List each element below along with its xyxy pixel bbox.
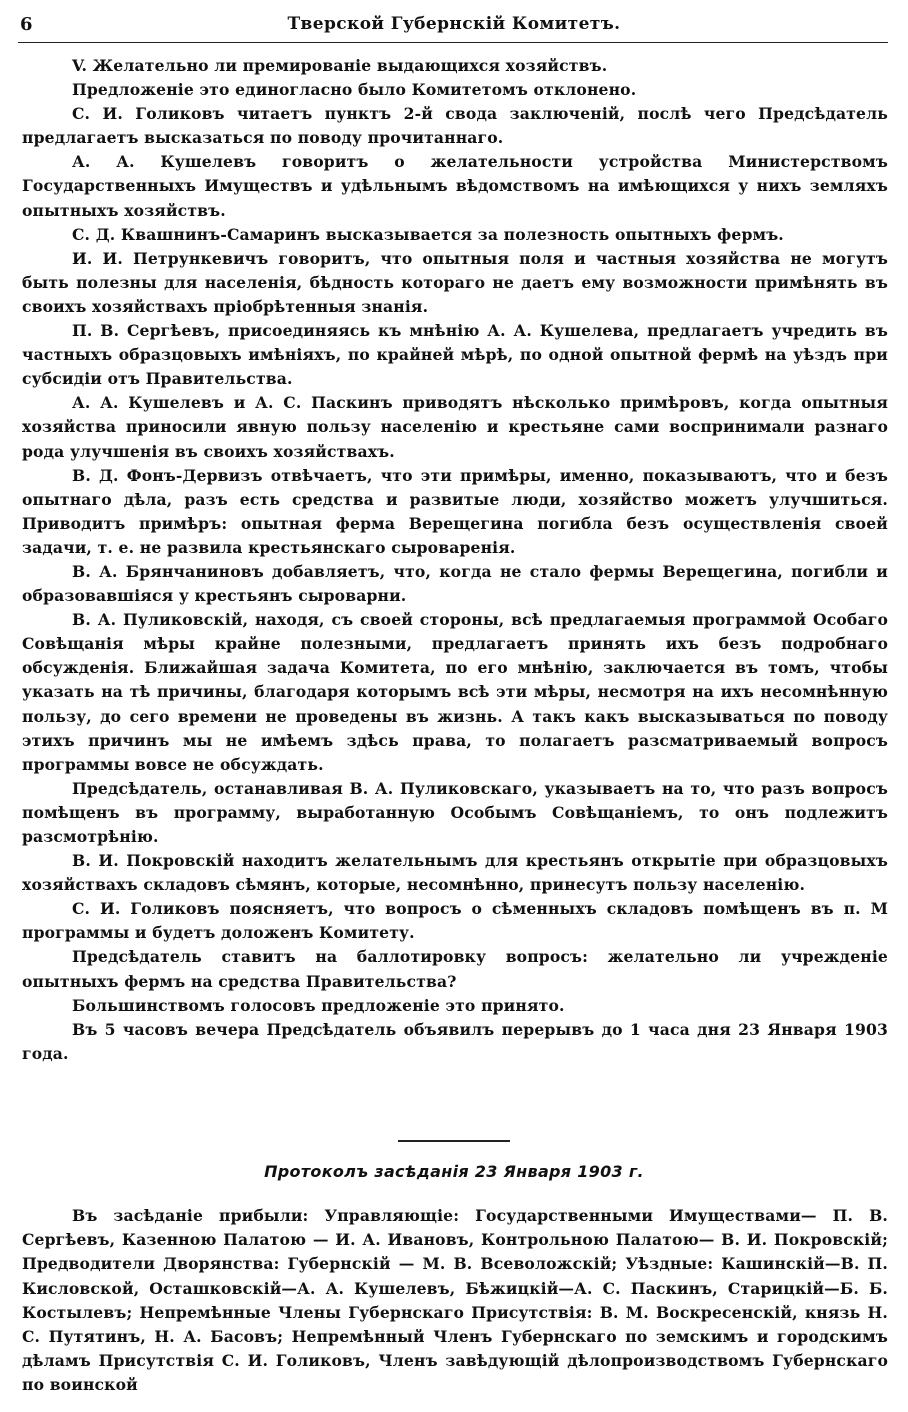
- paragraph: В. Д. Фонъ-Дервизъ отвѣчаетъ, что эти примѣры, именно, показываютъ, что и безъ опытнаго дѣла, разъ есть средства и развитые люди, хозяйство можетъ улучшиться. Приводитъ примѣръ: опытная ферма Верещегина погибла безъ осуществленія своей задачи, т. е. не развила крестьянскаго сыроваренія.: [22, 465, 888, 557]
- paragraph: V. Желательно ли премированіе выдающихся хозяйствъ.: [72, 56, 608, 75]
- running-title: Тверской Губернскій Комитетъ.: [287, 14, 621, 34]
- paragraph: В. А. Брянчаниновъ добавляетъ, что, когда не стало фермы Верещегина, погибли и образовавшіяся у крестьянъ сыроварни.: [22, 561, 888, 606]
- paragraph: Предсѣдатель, останавливая В. А. Пуликовскаго, указываетъ на то, что разъ вопросъ помѣщенъ въ программу, выработанную Особымъ Совѣщаніемъ, то онъ подлежитъ разсмотрѣнію.: [22, 778, 888, 846]
- header-rule: [18, 42, 888, 43]
- paragraph: В. А. Пуликовскій, находя, съ своей стороны, всѣ предлагаемыя программой Особаго Совѣщанія мѣры крайне полезными, предлагаетъ принять ихъ безъ подробнаго обсужденія. Ближайшая задача Комитета, по его мнѣнію, заключается въ томъ, чтобы указать на тѣ причины, благодаря которымъ всѣ эти мѣры, несмотря на ихъ несомнѣнную пользу, до сего времени не проведены въ жизнь. А такъ какъ высказываться по поводу этихъ причинъ мы не имѣемъ здѣсь права, то полагаетъ разсматриваемый вопросъ программы вовсе не обсуждать.: [22, 610, 888, 774]
- paragraph: А. А. Кушелевъ и А. С. Паскинъ приводятъ нѣсколько примѣровъ, когда опытныя хозяйства приносили явную пользу населенію и крестьяне сами воспринимали разнаго рода улучшенія въ своихъ хозяйствахъ.: [22, 393, 888, 461]
- paragraph: Предсѣдатель ставитъ на баллотировку вопросъ: желательно ли учрежденіе опытныхъ фермъ на средства Правительства?: [22, 947, 888, 991]
- paragraph: Предложеніе это единогласно было Комитетомъ отклонено.: [72, 80, 637, 100]
- paragraph: И. И. Петрункевичъ говоритъ, что опытныя поля и частныя хозяйства не могутъ быть полезны для населенія, бѣдность котораго не даетъ ему возможности примѣнять въ своихъ хозяйствахъ пріобрѣтенныя знанія.: [22, 248, 888, 316]
- attendance-body: [22, 1204, 888, 1398]
- paragraph: В. И. Покровскій находитъ желательнымъ для крестьянъ открытіе при образцовыхъ хозяйствахъ складовъ сѣмянъ, которые, несомнѣнно, принесутъ пользу населенію.: [22, 851, 888, 895]
- paragraph: П. В. Сергѣевъ, присоединяясь къ мнѣнію А. А. Кушелева, предлагаетъ учредить въ частныхъ образцовыхъ имѣніяхъ, по крайней мѣрѣ, по одной опытной фермѣ на уѣздъ при субсидіи отъ Правительства.: [22, 321, 888, 389]
- paragraph: С. И. Голиковъ поясняетъ, что вопросъ о сѣменныхъ складовъ помѣщенъ въ п. М программы и будетъ доложенъ Комитету.: [22, 899, 888, 943]
- paragraph: Въ засѣданіе прибыли: Управляющіе: Государственными Имуществами— П. В. Сергѣевъ, Казенною Палатою — И. А. Ивановъ, Контрольною Палатою— В. И. Покровскій; Предводители Дворянства: Губернскій — М. В. Всеволожскій; Уѣздные: Кашинскій—В. П. Кисловской, Осташковскій—А. А. Кушелевъ, Бѣжицкій—А. С. Паскинъ, Старицкій—Б. Б. Костылевъ; Непремѣнные Члены Губернскаго Присутствія: В. М. Воскресенскій, князь Н. С. Путятинъ, Н. А. Басовъ; Непремѣнный Членъ Губернскаго по земскимъ и городскимъ дѣламъ Присутствія С. И. Голиковъ, Членъ завѣдующій дѣлопроизводствомъ Губернскаго по воинской: [22, 1206, 888, 1395]
- paragraph: Большинствомъ голосовъ предложеніе это принято.: [72, 995, 565, 1015]
- section-divider: [398, 1140, 510, 1142]
- paragraph: Въ 5 часовъ вечера Предсѣдатель объявилъ перерывъ до 1 часа дня 23 Января 1903 года.: [22, 1019, 888, 1063]
- paragraph: А. А. Кушелевъ говоритъ о желательности устройства Министерствомъ Государственныхъ Имуществъ и удѣльнымъ вѣдомствомъ на имѣющихся у нихъ земляхъ опытныхъ хозяйствъ.: [22, 152, 888, 220]
- paragraph: С. И. Голиковъ читаетъ пунктъ 2-й свода заключеній, послѣ чего Предсѣдатель предлагаетъ высказаться по поводу прочитаннаго.: [22, 104, 888, 148]
- page-number: 6: [20, 14, 33, 35]
- page-header: [18, 10, 890, 40]
- paragraph: С. Д. Квашнинъ-Самаринъ высказывается за полезность опытныхъ фермъ.: [72, 224, 784, 244]
- protocol-body: [22, 54, 888, 1066]
- section-title: Протоколъ засѣданія 23 Января 1903 г.: [264, 1162, 644, 1181]
